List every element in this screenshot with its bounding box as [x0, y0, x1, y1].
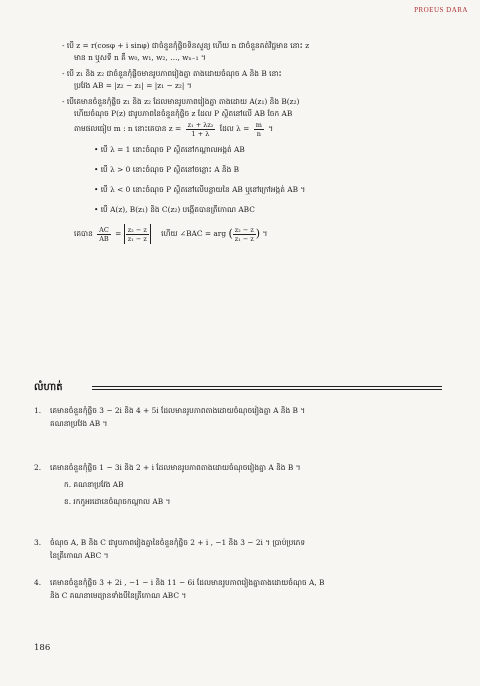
- result-ratio-fraction: [97, 226, 111, 243]
- theory-item2-line2: ប្រវែង AB = |z₂ − z₁| = |z₁ − z₂| ។: [74, 81, 192, 90]
- page-number: 186: [34, 643, 51, 653]
- section-rule-thin: [92, 389, 442, 390]
- theory-result-line: [62, 224, 440, 244]
- exercise-2-line1: គេមានចំនួនកុំផ្លិច 1 − 3i និង 2 + i ដែលមានរូបភាពតាងដោយចំណុចរៀងគ្នា A និង B ។: [50, 463, 301, 472]
- formula-lambda-fraction: [254, 121, 264, 138]
- exercise-3-line2: នៃត្រីកោណ ABC ។: [50, 551, 109, 560]
- formula-lambda-denominator: n: [256, 129, 261, 138]
- result-arg-fraction: [233, 226, 256, 243]
- formula-z-denominator: 1 + λ: [191, 129, 210, 138]
- exercise-3-line1: ចំណុច A, B និង C ជារូបភាពរៀងគ្នានៃចំនួនកុំផ្លិច 2 + i , −1 និង 3 − 2i ។ ប្រាប់ប្រភេទ: [50, 538, 306, 547]
- theory-section: [62, 40, 440, 244]
- formula-z-numerator: z₁ + λz₂: [187, 120, 214, 129]
- formula-z-fraction: [186, 121, 216, 138]
- exercise-2: [34, 461, 440, 508]
- bullet-lambda-positive: • បើ λ > 0 នោះចំណុច P ស្ថិតនៅចន្លោះ A និង B: [94, 165, 240, 174]
- theory-item3-text-a: តាមផលធៀប m : n នោះគេបាន z =: [74, 124, 182, 133]
- exercise-2-number: 2.: [34, 463, 42, 472]
- result-paren-open: (: [228, 227, 233, 240]
- bullet-triangle: • បើ A(z), B(z₁) និង C(z₂) បង្កើតបានត្រីកោណ ABC: [94, 205, 255, 214]
- header-brand: PROEUS DARA: [414, 6, 468, 14]
- exercise-1-line2: គណនាប្រវែង AB ។: [50, 419, 108, 428]
- result-ratio-numerator: AC: [99, 225, 109, 234]
- result-text-a: គេបាន: [74, 229, 93, 238]
- exercise-4-line2: និង C គណនាមេដ្យានទាំងបីនៃត្រីកោណ ABC ។: [50, 591, 187, 600]
- theory-item3-end: ។: [268, 124, 274, 133]
- theory-item3-text-b: ដែល λ =: [219, 124, 250, 133]
- result-abs-numerator: z₂ − z: [127, 225, 147, 234]
- result-arg-numerator: z₂ − z: [234, 225, 254, 234]
- theory-item3-line1: - បើគេមានចំនួនកុំផ្លិច z₁ និង z₂ ដែលមានរូបភាពរៀងគ្នា តាងដោយ A(z₁) និង B(z₂): [62, 97, 300, 106]
- exercise-4: [34, 576, 440, 602]
- exercise-2-sub-a: ក. គណនាប្រវែង AB: [64, 480, 124, 489]
- theory-item3-line3: [62, 120, 440, 138]
- result-abs-value: [124, 224, 151, 244]
- theory-item2-line1: - បើ z₁ និង z₂ ជាចំនួនកុំផ្លិចមានរូបភាពរៀងគ្នា តាងដោយចំណុច A និង B នោះ: [62, 69, 282, 78]
- theory-item1-line2: មាន n ឬសទី n គឺ w₀, w₁, w₂, …, wₙ₋₁ ។: [74, 53, 206, 62]
- exercise-3-number: 3.: [34, 538, 42, 547]
- result-end: ។: [262, 229, 268, 238]
- result-ratio-denominator: AB: [99, 234, 109, 243]
- exercise-section-header: [34, 380, 442, 394]
- section-title: លំហាត់: [34, 380, 69, 395]
- theory-item3-line2: ហើយចំណុច P(z) ជារូបភាពនៃចំនួនកុំផ្លិច z ដែល P ស្ថិតនៅលើ AB ចែក AB: [74, 109, 293, 118]
- exercise-1: [34, 404, 440, 430]
- bullet-lambda-negative: • បើ λ < 0 នោះចំណុច P ស្ថិតនៅលើបន្លាយនៃ AB ឬនៅក្រៅអង្កត់ AB ។: [94, 185, 306, 194]
- exercise-4-line1: គេមានចំនួនកុំផ្លិច 3 + 2i , −1 − i និង 11 − 6i ដែលមានរូបភាពរៀងគ្នាតាងដោយចំណុច A, B: [50, 578, 325, 587]
- exercise-4-number: 4.: [34, 578, 42, 587]
- exercise-1-number: 1.: [34, 406, 42, 415]
- theory-item1-line1: - បើ z = r(cosφ + i sinφ) ជាចំនួនកុំផ្លិចទិនសួន្យ ហើយ n ជាចំនួនគត់វិជ្ជមាន នោះ z: [62, 41, 310, 50]
- result-arg-denominator: z₁ − z: [234, 234, 254, 243]
- section-rule-thick: [92, 386, 442, 387]
- bullet-lambda-equal-1: • បើ λ = 1 នោះចំណុច P ស្ថិតនៅកណ្ដាលអង្កត់ AB: [94, 145, 245, 154]
- result-text-b: ហើយ ∠BAC = arg: [161, 229, 227, 238]
- result-abs-denominator: z₁ − z: [127, 234, 147, 243]
- exercise-1-line1: គេមានចំនួនកុំផ្លិច 3 − 2i និង 4 + 5i ដែលមានរូបភាពតាងដោយចំណុចរៀងគ្នា A និង B ។: [50, 406, 306, 415]
- result-abs-fraction: [126, 226, 149, 243]
- result-paren-close: ): [255, 227, 261, 240]
- result-equals: =: [115, 229, 122, 238]
- exercise-2-sub-b: ខ. រកកូអរដោនេចំណុចកណ្ដាល AB ។: [64, 497, 171, 506]
- formula-lambda-numerator: m: [255, 120, 262, 129]
- exercise-3: [34, 536, 440, 562]
